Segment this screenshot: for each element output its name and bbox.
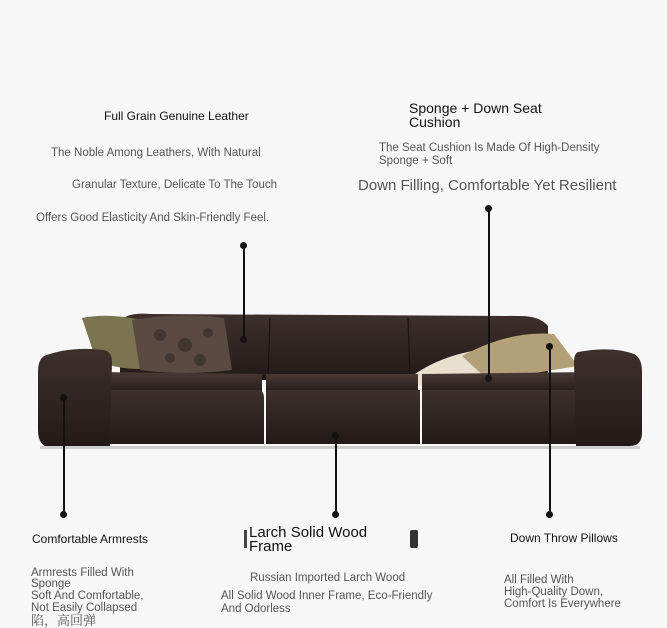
armrest-left <box>38 349 112 448</box>
sofa-base-right <box>422 390 590 444</box>
pillows-desc-1: All Filled With <box>504 574 574 586</box>
leather-desc-1: The Noble Among Leathers, With Natural <box>51 147 261 159</box>
seat-cushion-mid <box>266 374 418 392</box>
sofa-base-left <box>96 390 264 444</box>
armrest-desc-5: 陷，高回弹 <box>31 613 97 628</box>
leather-title: Full Grain Genuine Leather <box>104 109 249 123</box>
pillows-desc-3: Comfort Is Everywhere <box>504 598 621 610</box>
armrest-title: Comfortable Armrests <box>32 532 149 546</box>
leather-desc-2: Granular Texture, Delicate To The Touch <box>72 179 277 191</box>
armrest-desc-3: Soft And Comfortable, <box>31 590 144 602</box>
connector-armrest <box>63 397 65 515</box>
marker-armrest-end <box>60 511 67 518</box>
pillows-title: Down Throw Pillows <box>510 531 618 545</box>
seat-cushion-right <box>422 372 592 392</box>
armrest-desc-2: Sponge <box>31 578 71 590</box>
cushion-desc-1: The Seat Cushion Is Made Of High-Density <box>379 142 600 154</box>
frame-title-mark-right <box>410 530 418 548</box>
marker-frame-end <box>332 511 339 518</box>
frame-title-2: Frame <box>249 538 293 555</box>
armrest-right <box>574 349 642 446</box>
frame-desc-2: All Solid Wood Inner Frame, Eco-Friendly <box>221 590 433 602</box>
frame-title-mark-left <box>244 530 247 548</box>
frame-desc-3: And Odorless <box>221 603 291 615</box>
cushion-title-2: Cushion <box>409 114 461 130</box>
cushion-title-1: Sponge + Down Seat <box>409 100 542 116</box>
frame-title-1: Larch Solid Wood <box>249 524 368 541</box>
armrest-desc-1: Armrests Filled With <box>31 567 134 579</box>
connector-leather <box>243 245 245 339</box>
connector-cushion <box>488 208 490 378</box>
pillows-desc-2: High-Quality Down, <box>504 586 604 598</box>
cushion-desc-2: Sponge + Soft <box>379 155 453 167</box>
frame-desc-1: Russian Imported Larch Wood <box>250 572 406 584</box>
armrest-desc-4: Not Easily Collapsed <box>31 602 138 614</box>
marker-pillow-end <box>546 511 553 518</box>
sofa-base-mid <box>266 390 420 444</box>
cushion-desc-3: Down Filling, Comfortable Yet Resilient <box>358 177 617 194</box>
connector-frame <box>335 435 337 514</box>
seat-cushion-left <box>96 372 262 392</box>
connector-pillow <box>549 346 551 514</box>
leather-desc-3: Offers Good Elasticity And Skin-Friendly Feel. <box>36 212 270 224</box>
marker-leather-end <box>240 336 247 343</box>
marker-cushion-end <box>485 375 492 382</box>
